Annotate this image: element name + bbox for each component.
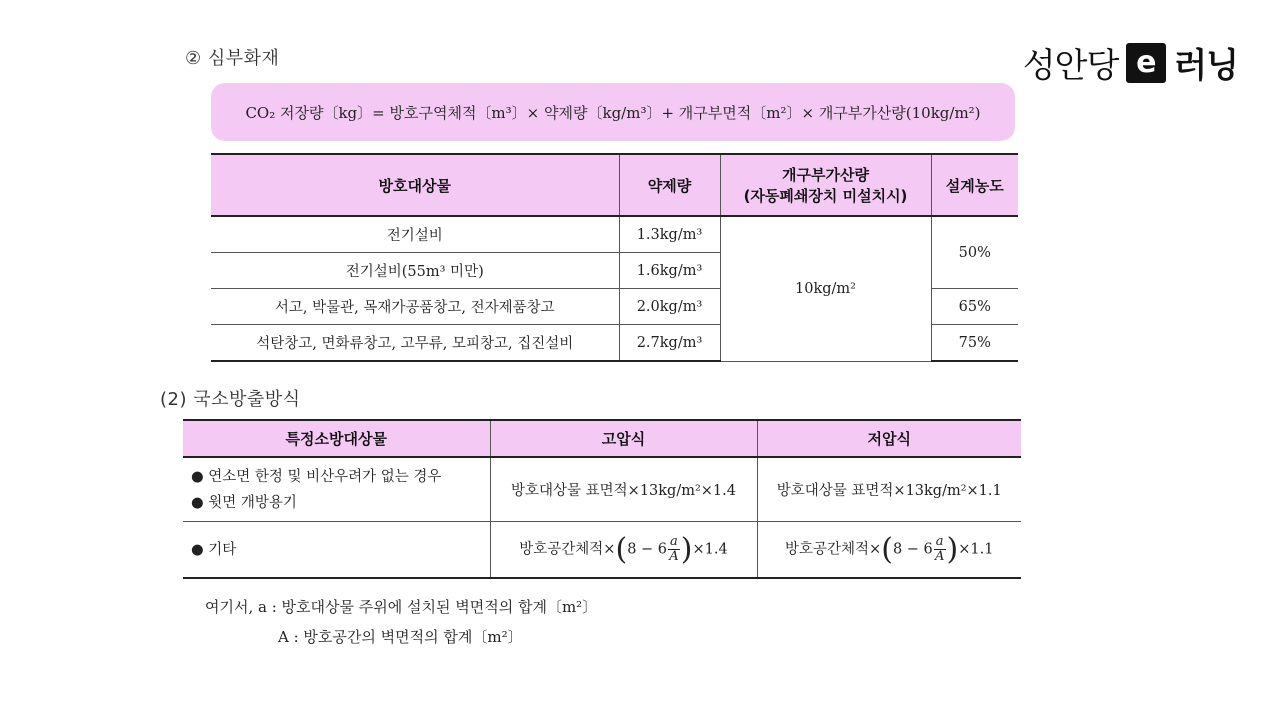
concentration-75: 75% <box>931 325 1018 362</box>
opening-add-value: 10kg/m² <box>720 216 931 361</box>
header-amount: 약제량 <box>619 154 720 216</box>
row-object: 전기설비(55m³ 미만) <box>211 253 619 289</box>
header-concentration: 설계농도 <box>931 154 1018 216</box>
brand-learning: 러닝 <box>1174 46 1238 86</box>
section-title-deep-fire: ② 심부화재 <box>185 48 280 69</box>
formula-text: CO₂ 저장량〔kg〕= 방호구역체적〔m³〕× 약제량〔kg/m³〕+ 개구부면적〔m²〕× 개구부가산량(10kg/m²) <box>245 103 981 122</box>
table-row <box>211 216 1018 253</box>
brand-logo <box>1023 38 1238 87</box>
header-high-pressure: 고압식 <box>490 420 757 457</box>
row-amount: 2.7kg/m³ <box>619 325 720 362</box>
brand-name: 성안당 <box>1022 46 1119 86</box>
note-line-a: 여기서, a : 방호대상물 주위에 설치된 벽면적의 합계〔m²〕 <box>205 598 598 616</box>
row-amount: 2.0kg/m³ <box>619 289 720 325</box>
row-object: 전기설비 <box>211 216 619 253</box>
header-target: 특정소방대상물 <box>183 420 490 457</box>
high-pressure-formula-2: 방호공간체적×(8 − 6 $\frac{a}{A}$ )×1.4 <box>490 522 757 579</box>
low-pressure-formula: 방호대상물 표면적×13kg/m²×1.1 <box>757 457 1021 522</box>
bullet-item: ● 연소면 한정 및 비산우려가 없는 경우 <box>191 468 442 485</box>
concentration-50: 50% <box>931 216 1018 289</box>
header-object: 방호대상물 <box>211 154 619 216</box>
row-amount: 1.6kg/m³ <box>619 253 720 289</box>
deep-fire-table <box>211 153 1018 362</box>
row-object: 석탄창고, 면화류창고, 고무류, 모피창고, 집진설비 <box>211 325 619 362</box>
high-pressure-formula: 방호대상물 표면적×13kg/m²×1.4 <box>490 457 757 522</box>
concentration-65: 65% <box>931 289 1018 325</box>
low-pressure-formula-2: 방호공간체적×(8 − 6 $\frac{a}{A}$ )×1.1 <box>757 522 1021 579</box>
bullet-item: ● 윗면 개방용기 <box>191 494 297 511</box>
section-title-local-discharge: (2) 국소방출방식 <box>160 389 301 410</box>
local-discharge-table <box>183 419 1021 579</box>
table-row <box>183 457 1021 522</box>
table-row <box>183 522 1021 579</box>
row-conditions <box>183 457 490 522</box>
row-object: 서고, 박물관, 목재가공품창고, 전자제품창고 <box>211 289 619 325</box>
header-opening-add: 개구부가산량 (자동폐쇄장치 미설치시) <box>720 154 931 216</box>
row-amount: 1.3kg/m³ <box>619 216 720 253</box>
e-logo-icon: e <box>1126 43 1166 83</box>
header-low-pressure: 저압식 <box>757 420 1021 457</box>
formula-box <box>211 83 1015 141</box>
row-other: ● 기타 <box>183 522 490 579</box>
note-line-A: A : 방호공간의 벽면적의 합계〔m²〕 <box>278 628 523 646</box>
